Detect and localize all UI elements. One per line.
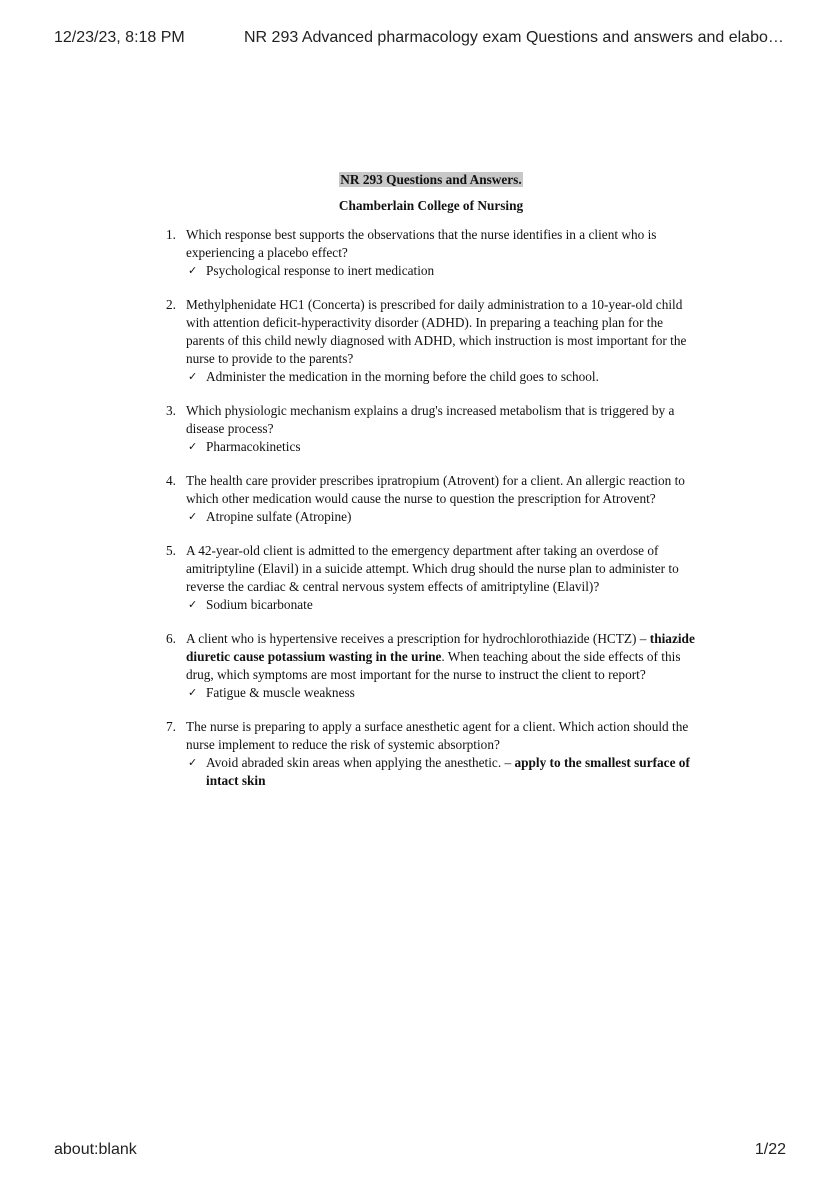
checkmark-icon: ✓ <box>188 440 198 453</box>
question-item <box>166 630 696 702</box>
question-number: 3. <box>166 403 176 418</box>
checkmark-icon: ✓ <box>188 370 198 383</box>
answer-item <box>186 754 696 790</box>
question-number: 2. <box>166 297 176 312</box>
question-text-bold: thiazide diuretic cause potassium wasting in the urine <box>186 631 695 664</box>
question-text-after: . When teaching about the side effects of this drug, which symptoms are most important for the nurse to instruct the client to report? <box>186 649 681 682</box>
checkmark-icon: ✓ <box>188 686 198 699</box>
checkmark-icon: ✓ <box>188 264 198 277</box>
question-item <box>166 226 696 280</box>
answer-item <box>186 508 696 526</box>
answer-item <box>186 438 696 456</box>
answer-item <box>186 262 696 280</box>
answer-text: Fatigue & muscle weakness <box>206 685 355 700</box>
question-number: 6. <box>166 631 176 646</box>
answer-text: Pharmacokinetics <box>206 439 301 454</box>
question-item <box>166 718 696 790</box>
print-page-number: 1/22 <box>754 1141 786 1158</box>
print-url: about:blank <box>54 1141 137 1158</box>
question-number: 5. <box>166 543 176 558</box>
document-subheading: Chamberlain College of Nursing <box>338 198 524 213</box>
answer-text: Psychological response to inert medication <box>206 263 435 278</box>
question-item <box>166 472 696 526</box>
question-number: 7. <box>166 719 176 734</box>
question-number: 4. <box>166 473 176 488</box>
question-text: A 42-year-old client is admitted to the emergency department after taking an overdose of amitriptyline (Elavil) in a suicide attempt. Which drug should the nurse plan to administer to reverse the cardiac & central nervous system effects of amitriptyline (Elavil)? <box>186 543 679 594</box>
answer-item <box>186 368 696 386</box>
question-text: The nurse is preparing to apply a surface anesthetic agent for a client. Which action should the nurse implement to reduce the risk of systemic absorption? <box>186 719 689 752</box>
answer-item <box>186 684 696 702</box>
question-text: Which response best supports the observations that the nurse identifies in a client who is experiencing a placebo effect? <box>186 227 657 260</box>
question-text <box>186 630 696 684</box>
answer-text: Avoid abraded skin areas when applying the anesthetic. – <box>206 755 515 770</box>
document-heading <box>166 171 696 189</box>
question-number: 1. <box>166 227 176 242</box>
document-body <box>166 171 696 806</box>
question-list <box>166 226 696 790</box>
question-item <box>166 542 696 614</box>
checkmark-icon: ✓ <box>188 510 198 523</box>
question-text: The health care provider prescribes ipratropium (Atrovent) for a client. An allergic reaction to which other medication would cause the nurse to question the prescription for Atrovent? <box>186 473 685 506</box>
document-heading-text: NR 293 Questions and Answers. <box>340 172 522 187</box>
question-item <box>166 402 696 456</box>
checkmark-icon: ✓ <box>188 756 198 769</box>
answer-text-bold: apply to the smallest surface of intact skin <box>206 755 690 788</box>
print-header <box>54 29 786 51</box>
print-datetime: 12/23/23, 8:18 PM <box>54 29 185 46</box>
question-item <box>166 296 696 386</box>
question-text: Methylphenidate HC1 (Concerta) is prescribed for daily administration to a 10-year-old child with attention deficit-hyperactivity disorder (ADHD). In preparing a teaching plan for the parents of this child newly diagnosed with ADHD, which instruction is most important for the nurse to provide to the parents? <box>186 297 687 366</box>
answer-text: Administer the medication in the morning before the child goes to school. <box>206 369 599 384</box>
question-text-before: A client who is hypertensive receives a prescription for hydrochlorothiazide (HCTZ) – <box>186 631 650 646</box>
answer-text: Sodium bicarbonate <box>206 597 313 612</box>
print-document-title: NR 293 Advanced pharmacology exam Questions and answers and elabo… <box>244 29 784 46</box>
answer-text: Atropine sulfate (Atropine) <box>206 509 352 524</box>
checkmark-icon: ✓ <box>188 598 198 611</box>
question-text: Which physiologic mechanism explains a drug's increased metabolism that is triggered by a disease process? <box>186 403 675 436</box>
answer-item <box>186 596 696 614</box>
